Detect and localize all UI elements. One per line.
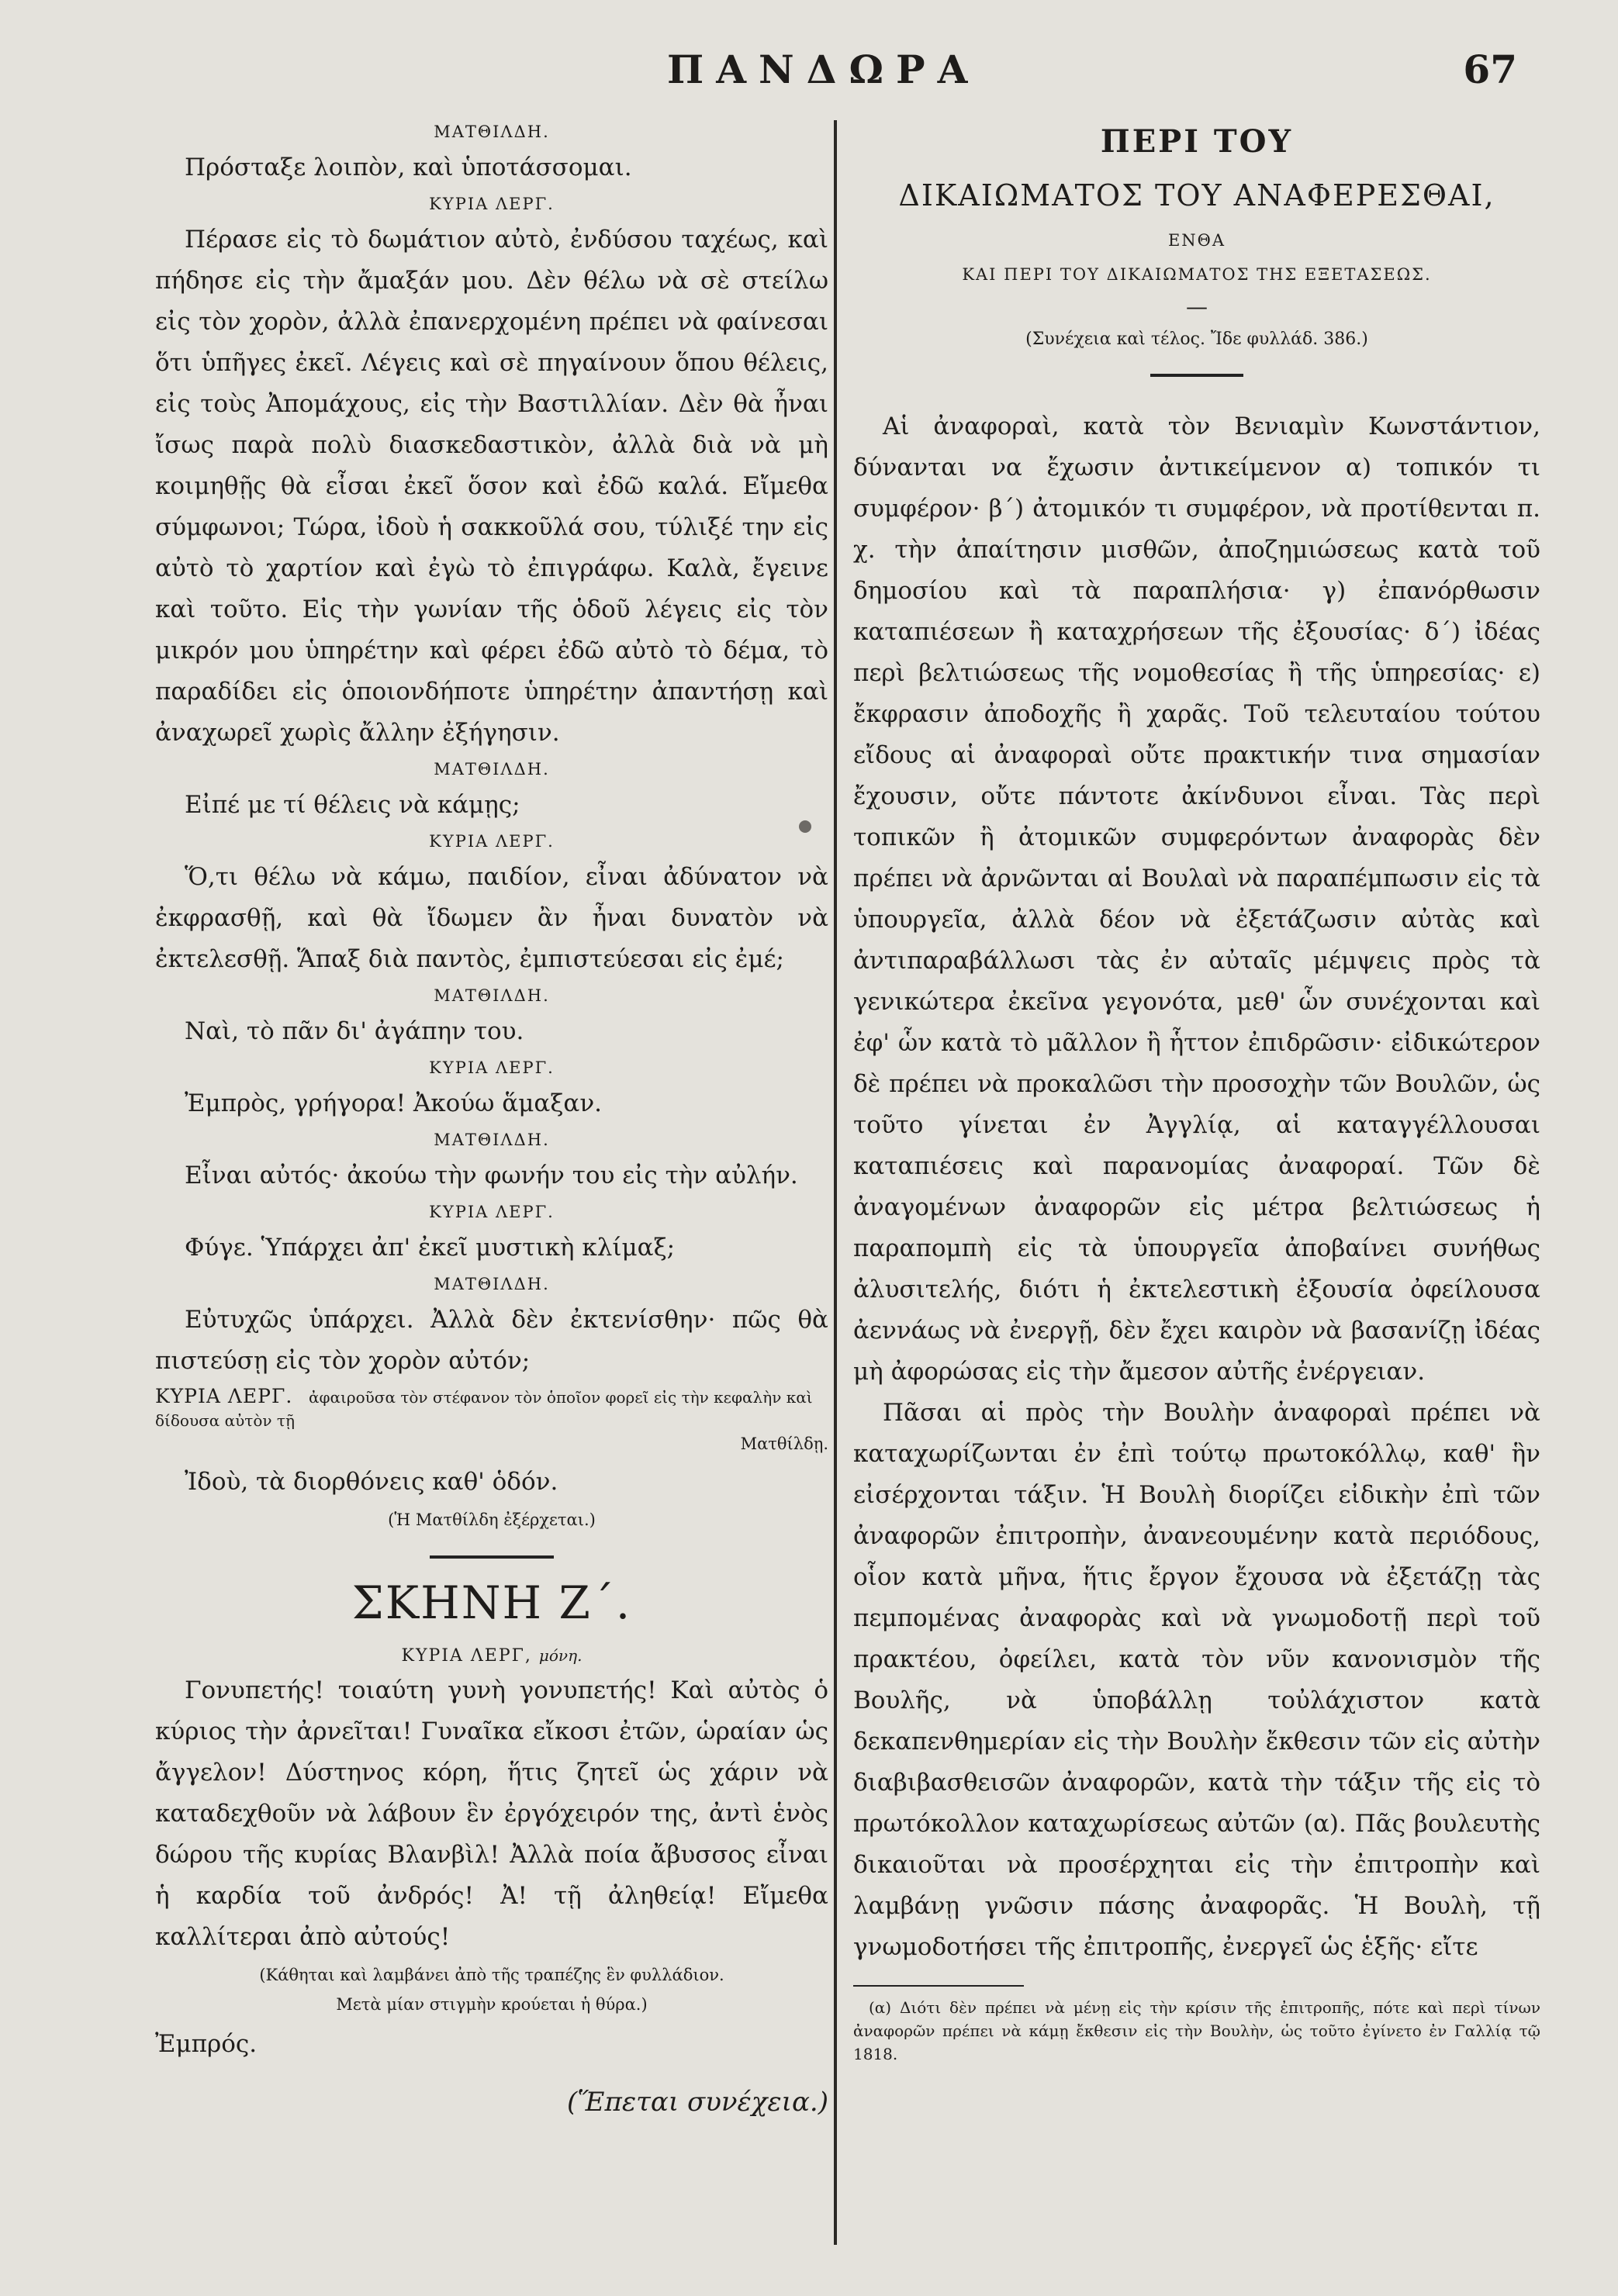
article-title-line-1: ΠΕΡΙ ΤΟΥ	[1100, 123, 1294, 160]
speaker-name: ΜΑΤΘΙΛΔΗ.	[434, 123, 550, 141]
scene-rule	[430, 1555, 554, 1559]
closing-direction-line-2: Μετὰ μίαν στιγμὴν κρούεται ἡ θύρα.)	[336, 1995, 648, 2014]
speaker-name: ΜΑΤΘΙΛΔΗ.	[434, 1275, 550, 1293]
footnote: (α) Διότι δὲν πρέπει νὰ μένῃ εἰς τὴν κρίσιν τῆς ἐπιτροπῆς, πότε καὶ περὶ τίνων ἀναφορῶν πρέπει νὰ κάμῃ ἔκθεσιν εἰς τὴν Βουλὴν, ὡς τοῦτο ἐγίνετο ἐν Γαλλίᾳ τῷ 1818.	[853, 1998, 1540, 2063]
speaker-name: ΜΑΤΘΙΛΔΗ.	[434, 760, 550, 779]
closing-direction-line-1: (Κάθηται καὶ λαμβάνει ἀπὸ τῆς τραπέζης ἓν φυλλάδιον.	[259, 1966, 724, 1984]
article-paragraph: Αἱ ἀναφοραὶ, κατὰ τὸν Βενιαμὶν Κωνστάντιον, δύνανται να ἔχωσιν ἀντικείμενον α) τοπικόν τι συμφέρον· β΄) ἀτομικόν τι συμφέρον, νὰ προτίθενται π. χ. τὴν ἀπαίτησιν μισθῶν, ἀποζημιώσεως κατὰ τοῦ δημοσίου καὶ τὰ παραπλήσια· γ) ἐπανόρθωσιν καταπιέσεων ἢ καταχρήσεων τῆς ἐξουσίας· δ΄) ἰδέας περὶ βελτιώσεως τῆς νομοθεσίας ἢ τῆς ὑπηρεσίας· ε) ἔκφρασιν ἀποδοχῆς ἢ χαρᾶς. Τοῦ τελευταίου τούτου εἴδους αἱ ἀναφοραὶ οὔτε πρακτικήν τινα σημασίαν ἔχουσιν, οὔτε πάντοτε ἀκίνδυνοι εἶναι. Τὰς περὶ τοπικῶν ἢ ἀτομικῶν συμφερόντων ἀναφορὰς δὲν πρέπει νὰ ἀρνῶνται αἱ Βουλαὶ νὰ παραπέμπωσιν εἰς τὰ ὑπουργεῖα, ἀλλὰ δέον νὰ ἐξετάζωσιν αὐτὰς καὶ ἀντιπαραβάλλωσι τὰς ἐν αὐταῖς μέμψεις πρὸς τὰ γενικώτερα ἐκεῖνα γεγονότα, μεθ' ὧν συνέχονται καὶ ἐφ' ὧν κατὰ τὸ μᾶλλον ἢ ἧττον ἐπιδρῶσιν· εἰδικώτερον δὲ πρέπει νὰ προκαλῶσι τὴν προσοχὴν τῶν Βουλῶν, ὡς τοῦτο γίνεται ἐν Ἀγγλίᾳ, αἱ καταγγέλλουσαι καταπιέσεις καὶ παρανομίας ἀναφοραί. Τῶν δὲ ἀναγομένων ἀναφορῶν εἰς μέτρα βελτιώσεως ἡ παραπομπὴ εἰς τὰ ὑπουργεῖα ἀποβαίνει συνήθως ἀλυσιτελής, διότι ἡ ἐκτελεστικὴ ἐξουσία ὀφείλουσα ἀεννάως νὰ ἐνεργῇ, δὲν ἔχει καιρὸν νὰ βασανίζῃ ἰδέας μὴ ἀφορώσας εἰς τὴν ἄμεσον αὐτῆς ἐνέργειαν.	[853, 413, 1540, 1386]
dialogue-text: Ναὶ, τὸ πᾶν δι' ἀγάπην του.	[185, 1017, 524, 1045]
dialogue-text: Πέρασε εἰς τὸ δωμάτιον αὐτὸ, ἐνδύσου ταχέως, καὶ πήδησε εἰς τὴν ἄμαξάν μου. Δὲν θέλω νὰ σὲ στείλω εἰς τὸν χορὸν, ἀλλὰ ἐπανερχομένη πρέπει νὰ φαίνεσαι ὅτι ὑπῆγες ἐκεῖ. Λέγεις καὶ σὲ πηγαίνουν ὅπου θέλεις, εἰς τοὺς Ἀπομάχους, εἰς τὴν Βαστιλλίαν. Δὲν θὰ ἦναι ἴσως παρὰ πολὺ διασκεδαστικὸν, ἀλλὰ διὰ νὰ μὴ κοιμηθῇς θὰ εἶσαι ἐκεῖ ὅσον καὶ ἐδῶ καλά. Εἴμεθα σύμφωνοι; Τώρα, ἰδοὺ ἡ σακκοῦλά σου, τύλιξέ την εἰς αὐτὸ τὸ χαρτίον καὶ ἐγὼ τὸ ἐπιγράφω. Καλὰ, ἔγεινε καὶ τοῦτο. Εἰς τὴν γωνίαν τῆς ὁδοῦ λέγεις εἰς τὸν μικρόν μου ὑπηρέτην καὶ φέρει ἐδῶ αὐτὸ τὸ δέμα, τὸ παραδίδει εἰς ὁποιονδήποτε ὑπηρέτην ἀπαντήσῃ καὶ ἀναχωρεῖ χωρὶς ἄλλην ἐξήγησιν.	[155, 226, 828, 747]
dialogue-text: Εἰπέ με τί θέλεις νὰ κάμῃς;	[185, 791, 520, 819]
left-column	[155, 116, 828, 2118]
speaker-name: ΜΑΤΘΙΛΔΗ.	[434, 986, 550, 1005]
scene-title: ΣΚΗΝΗ Ζ΄.	[351, 1576, 632, 1629]
speaker-name: ΚΥΡΙΑ ΛΕΡΓ.	[429, 195, 555, 213]
dialogue-text: Ὅ,τι θέλω νὰ κάμω, παιδίον, εἶναι ἀδύνατον νὰ ἐκφρασθῇ, καὶ θὰ ἴδωμεν ἂν ἦναι δυνατὸν νὰ ἐκτελεσθῇ. Ἅπαξ διὰ παντὸς, ἐμπιστεύεσαι εἰς ἐμέ;	[155, 863, 828, 973]
article-title-entha: ΕΝΘΑ	[1167, 231, 1226, 250]
footnote-rule	[853, 1985, 1024, 1987]
article-title-line-2: ΔΙΚΑΙΩΜΑΤΟΣ ΤΟΥ ΑΝΑΦΕΡΕΣΘΑΙ,	[898, 178, 1495, 212]
running-head	[0, 47, 1618, 109]
dialogue-text: Εὐτυχῶς ὑπάρχει. Ἀλλὰ δὲν ἐκτενίσθην· πῶς θὰ πιστεύσῃ εἰς τὸν χορὸν αὐτόν;	[155, 1306, 828, 1375]
journal-title: ΠΑΝΔΩΡΑ	[667, 47, 980, 92]
speaker-name: ΜΑΤΘΙΛΔΗ.	[434, 1131, 550, 1149]
column-divider	[834, 120, 837, 2245]
page-number: 67	[1463, 47, 1517, 92]
speaker-name: ΚΥΡΙΑ ΛΕΡΓ.	[429, 1203, 555, 1221]
scene-speaker-line	[155, 1641, 828, 1670]
exit-direction: (Ἡ Ματθίλδη ἐξέρχεται.)	[388, 1511, 596, 1529]
right-column	[853, 116, 1540, 2066]
speaker-name: ΚΥΡΙΑ ΛΕΡΓ.	[429, 832, 555, 851]
dialogue-text: Φύγε. Ὑπάρχει ἀπ' ἐκεῖ μυστικὴ κλίμαξ;	[185, 1234, 676, 1262]
stage-direction-block	[155, 1385, 828, 1455]
continued-note: (Ἕπεται συνέχεια.)	[567, 2087, 828, 2118]
speaker-note: μόνη.	[538, 1646, 583, 1665]
stage-direction: ἀφαιροῦσα τὸν στέφανον τὸν ὁποῖον φορεῖ εἰς τὴν κεφαλὴν καὶ δίδουσα αὐτὸν τῇ	[155, 1388, 813, 1430]
dialogue-text: Ἐμπρὸς, γρήγορα! Ἀκούω ἅμαξαν.	[185, 1089, 603, 1117]
stage-direction-name: Ματθίλδῃ.	[740, 1435, 828, 1453]
speaker-name: ΚΥΡΙΑ ΛΕΡΓ,	[401, 1646, 532, 1666]
dialogue-text: Ἰδοὺ, τὰ διορθόνεις καθ' ὁδόν.	[185, 1468, 558, 1496]
article-paragraph: Πᾶσαι αἱ πρὸς τὴν Βουλὴν ἀναφοραὶ πρέπει νὰ καταχωρίζωνται ἐν ἐπὶ τούτῳ πρωτοκόλλῳ, καθ' ἣν εἰσέρχονται τάξιν. Ἡ Βουλὴ διορίζει εἰδικὴν ἐπὶ τῶν ἀναφορῶν ἐπιτροπὴν, ἀνανεουμένην κατὰ περιόδους, οἷον κατὰ μῆνα, ἥτις ἔργον ἔχουσα νὰ ἐξετάζῃ τὰς πεμπομένας ἀναφορὰς καὶ νὰ γνωμοδοτῇ περὶ τοῦ πρακτέου, ὀφείλει, κατὰ τὸν νῦν κανονισμὸν τῆς Βουλῆς, νὰ ὑποβάλλῃ τοὐλάχιστον κατὰ δεκαπενθημερίαν εἰς τὴν Βουλὴν ἔκθεσιν τῶν εἰς αὐτὴν διαβιβασθεισῶν ἀναφορῶν, κατὰ τὴν τάξιν τῆς εἰς τὸ πρωτόκολλον καταχωρίσεως αὐτῶν (α). Πᾶς βουλευτὴς δικαιοῦται νὰ προσέρχηται εἰς τὴν ἐπιτροπὴν καὶ λαμβάνῃ γνῶσιν πάσης ἀναφορᾶς. Ἡ Βουλὴ, τῇ γνωμοδοτήσει τῆς ἐπιτροπῆς, ἐνεργεῖ ὡς ἑξῆς· εἴτε	[853, 1399, 1540, 1961]
final-line: Ἐμπρός.	[155, 2030, 258, 2058]
speaker-name: ΚΥΡΙΑ ΛΕΡΓ.	[429, 1058, 555, 1077]
speaker-name: ΚΥΡΙΑ ΛΕΡΓ.	[155, 1385, 293, 1407]
monologue-text: Γονυπετής! τοιαύτη γυνὴ γονυπετής! Καὶ αὐτὸς ὁ κύριος τὴν ἀρνεῖται! Γυναῖκα εἴκοσι ἐτῶν, ὡραίαν ὡς ἄγγελον! Δύστηνος κόρη, ἥτις ζητεῖ ὡς χάριν νὰ καταδεχθοῦν νὰ λάβουν ἓν ἐργόχειρόν της, ἀντὶ ἑνὸς δώρου τῆς κυρίας Βλανβὶλ! Ἀλλὰ ποία ἄβυσσος εἶναι ἡ καρδία τοῦ ἀνδρός! Ἀ! τῇ ἀληθείᾳ! Εἴμεθα καλλίτεραι ἀπὸ αὐτούς!	[155, 1676, 828, 1951]
article-rule	[1150, 374, 1243, 377]
article-title-line-3: ΚΑΙ ΠΕΡΙ ΤΟΥ ΔΙΚΑΙΩΜΑΤΟΣ ΤΗΣ ΕΞΕΤΑΣΕΩΣ.	[962, 265, 1432, 284]
dialogue-text: Πρόσταξε λοιπὸν, καὶ ὑποτάσσομαι.	[185, 154, 632, 181]
title-dash: —	[1186, 294, 1208, 319]
continuation-reference: (Συνέχεια καὶ τέλος. Ἴδε φυλλάδ. 386.)	[1025, 330, 1368, 349]
dialogue-text: Εἶναι αὐτός· ἀκούω τὴν φωνήν του εἰς τὴν αὐλήν.	[185, 1162, 798, 1189]
